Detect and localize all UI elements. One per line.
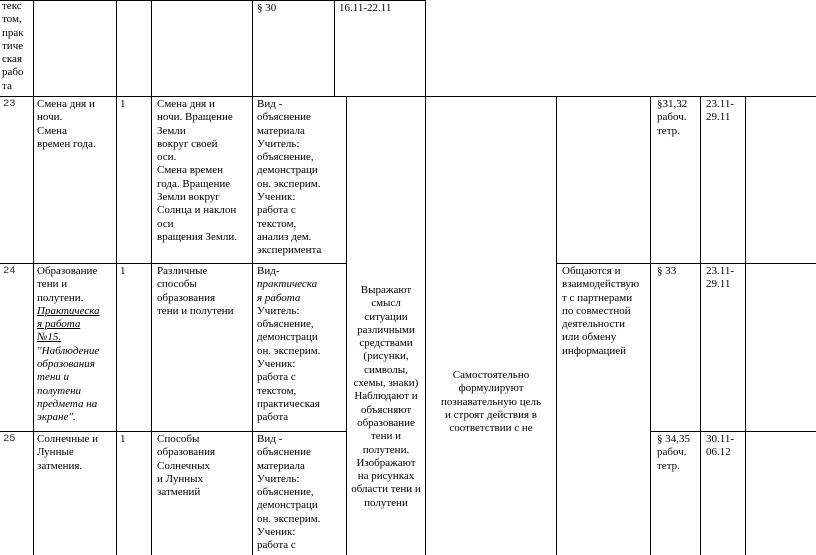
grid-line: [0, 96, 816, 97]
row24-regulative-results: Самостоятельно формулируют познавательную цель и строят действия в соответствии с не: [441, 369, 541, 435]
row25-date: 30.11- 06.12: [706, 433, 735, 459]
row25-number: 25: [3, 433, 16, 445]
row23-hours: 1: [120, 98, 126, 110]
row24-content: Различные способы образования тени и полутени: [157, 265, 234, 317]
grid-line: [252, 0, 253, 555]
grid-line: [0, 0, 426, 1]
row25-content: Способы образования Солнечных и Лунных затмений: [157, 433, 216, 499]
grid-line: [116, 0, 117, 555]
row23-date: 23.11- 29.11: [706, 98, 735, 124]
row24-date: 23.11- 29.11: [706, 265, 735, 291]
row23-activity: Вид - объяснение материала Учитель: объяснение, демонстраци он. эксперим. Ученик: работа с текстом, анализ дем. эксперимента: [257, 98, 322, 257]
grid-line: [745, 96, 746, 555]
grid-line: [650, 431, 816, 432]
grid-line: [700, 96, 701, 555]
grid-line: [0, 431, 347, 432]
grid-line: [33, 0, 34, 555]
row22-paragraph: § 30: [257, 2, 277, 14]
row24-communicative-results: Общаются и взаимодействую т с партнерами по совместной деятельности или обмену информацией: [562, 265, 640, 357]
grid-line: [151, 0, 152, 555]
row25-hours: 1: [120, 433, 126, 445]
grid-line: [556, 96, 557, 555]
row24-number: 24: [3, 265, 16, 277]
row23-content: Смена дня и ночи. Вращение Земли вокруг своей оси. Смена времен года. Вращение Земли вокруг Солнца и наклон оси вращения Земли.: [157, 98, 237, 243]
grid-line: [0, 263, 347, 264]
grid-line: [425, 0, 426, 555]
row24-paragraph: § 33: [657, 265, 677, 277]
row22-topic: текс том, прак тиче ская рабо та: [2, 0, 24, 92]
row24-personal-results: Выражают смысл ситуации различными средствами (рисунки, символы, схемы, знаки) Наблюдают и объясняют образование тени и полутени. Изображают на рисунках области тени и полутени: [351, 284, 421, 509]
row24-topic: Образование тени и полутени. Практическа я работа №15. "Наблюдение образования тени и полутени предмета на экране".: [37, 265, 100, 424]
row23-number: 23: [3, 98, 16, 110]
row25-topic: Солнечные и Лунные затмения.: [37, 433, 99, 472]
row23-paragraph: §31,32 рабоч. тетр.: [657, 98, 688, 137]
row22-date: 16.11-22.11: [339, 2, 392, 14]
grid-line: [650, 96, 651, 555]
row25-paragraph: § 34,35 рабоч. тетр.: [657, 433, 690, 472]
row23-topic: Смена дня и ночи. Смена времен года.: [37, 98, 96, 150]
grid-line: [334, 0, 335, 97]
row25-activity: Вид - объяснение материала Учитель: объяснение, демонстраци он. эксперим. Ученик: работа с: [257, 433, 321, 552]
row24-hours: 1: [120, 265, 126, 277]
row24-activity: Вид- практическа я работа Учитель: объяснение, демонстраци он. эксперим. Ученик: работа с текстом, практическая работа: [257, 265, 321, 424]
grid-line: [557, 263, 816, 264]
